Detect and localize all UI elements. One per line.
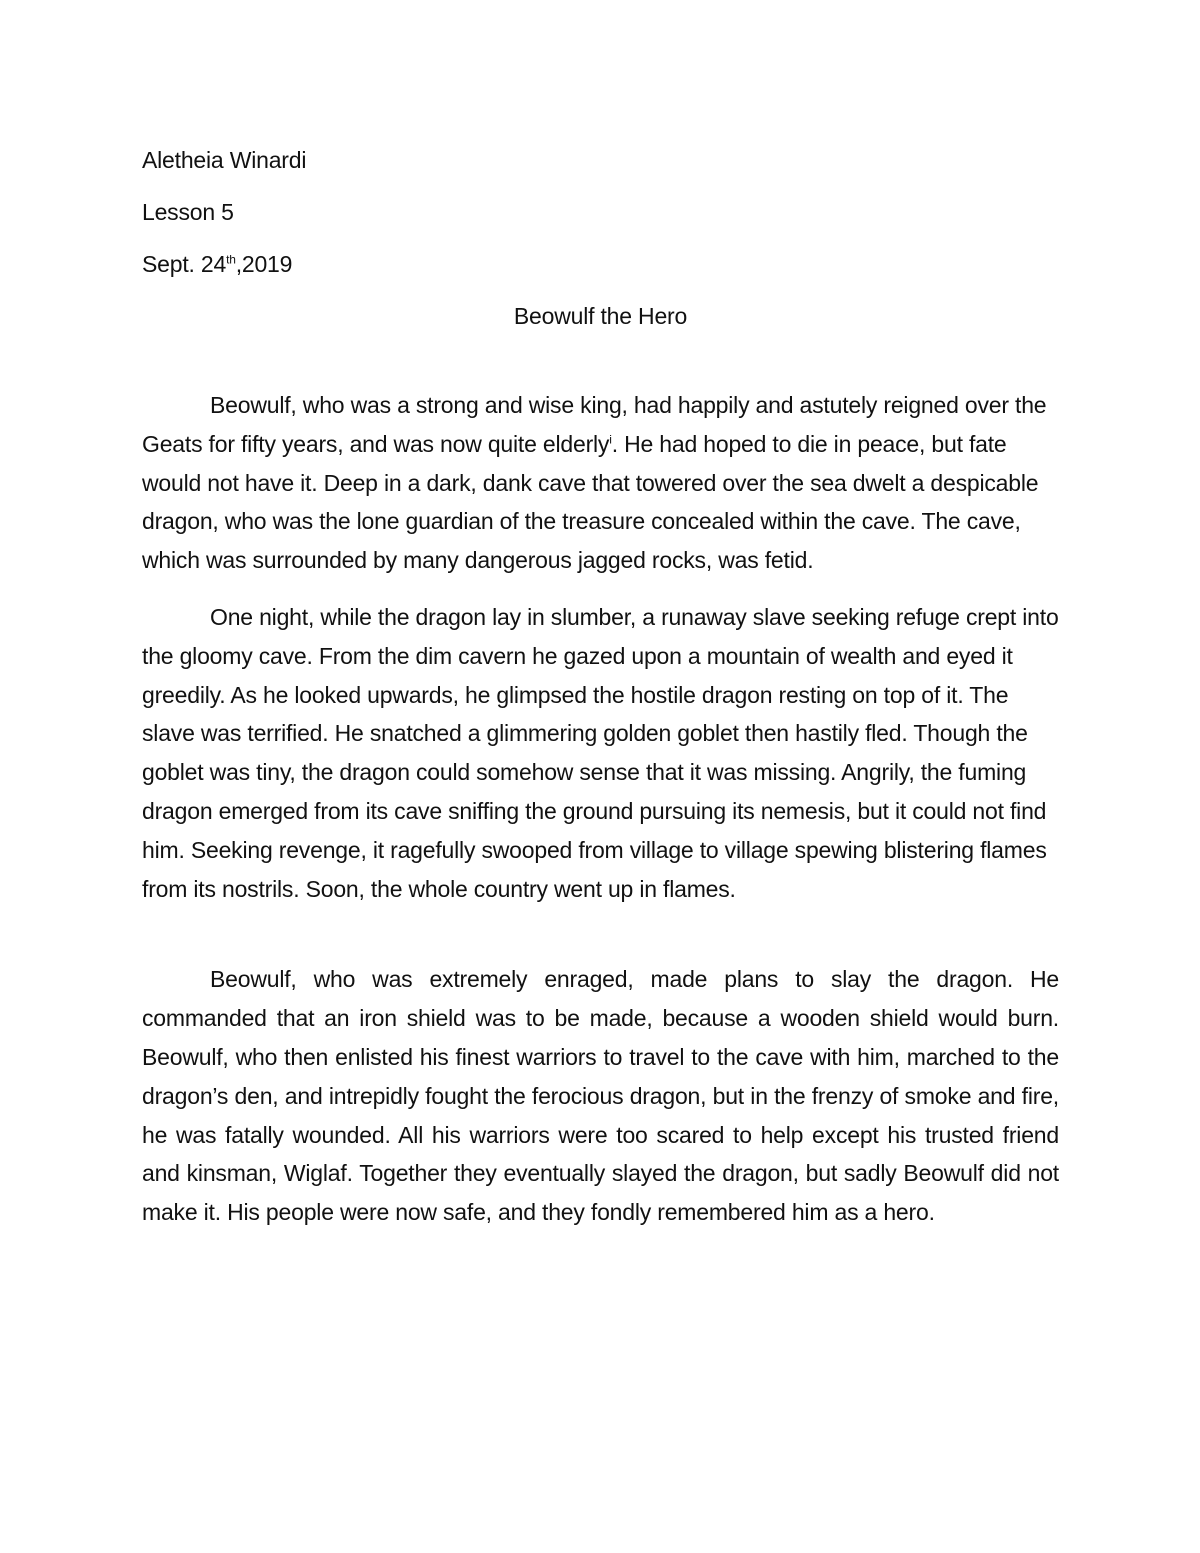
author-name: Aletheia Winardi [142, 147, 307, 173]
paragraph-2: One night, while the dragon lay in slumber, a runaway slave seeking refuge crept into the gloomy cave. From the dim cavern he gazed upon a mountain of wealth and eyed it greedily. As he looked upwards, he glimpsed the hostile dragon resting on top of it. The slave was terrified. He snatched a glimmering golden goblet then hastily fled. Though the goblet was tiny, the dragon could somehow sense that it was missing. Angrily, the fuming dragon emerged from its cave sniffing the ground pursuing its nemesis, but it could not find him. Seeking revenge, it ragefully swooped from village to village spewing blistering flames from its nostrils. Soon, the whole country went up in flames. [142, 603, 1059, 902]
footnote-marker[interactable]: i [609, 432, 612, 447]
date-ordinal: th [226, 252, 236, 267]
date-line [142, 242, 1059, 294]
paragraph-1-text-b: . He had hoped to die in peace, but fate would not have it. Deep in a dark, dank cave that towered over the sea dwelt a despicable dragon, who was the lone guardian of the treasure concealed within the cave. The cave, which was surrounded by many dangerous jagged rocks, was fetid. [142, 430, 1039, 574]
paragraph-3: Beowulf, who was extremely enraged, made plans to slay the dragon. He commanded that an iron shield was to be made, because a wooden shield would burn. Beowulf, who then enlisted his finest warriors to travel to the cave with him, marched to the dragon’s den, and intrepidly fought the ferocious dragon, but in the frenzy of smoke and fire, he was fatally wounded. All his warriors were too scared to help except his trusted friend and kinsman, Wiglaf. Together they eventually slayed the dragon, but sadly Beowulf did not make it. His people were now safe, and they fondly remembered him as a hero. [142, 966, 1059, 1226]
paragraph-1-text-a: Beowulf, who was a strong and wise king, had happily and astutely reigned over the Geats for fifty years, and was now quite elderly [142, 392, 1047, 457]
document-body [142, 138, 1059, 1250]
essay-title: Beowulf the Hero [513, 303, 688, 329]
paragraph-1 [142, 386, 1059, 580]
date-year: ,2019 [235, 251, 293, 277]
date-prefix: Sept. 24 [142, 251, 227, 277]
lesson-label: Lesson 5 [142, 199, 234, 225]
